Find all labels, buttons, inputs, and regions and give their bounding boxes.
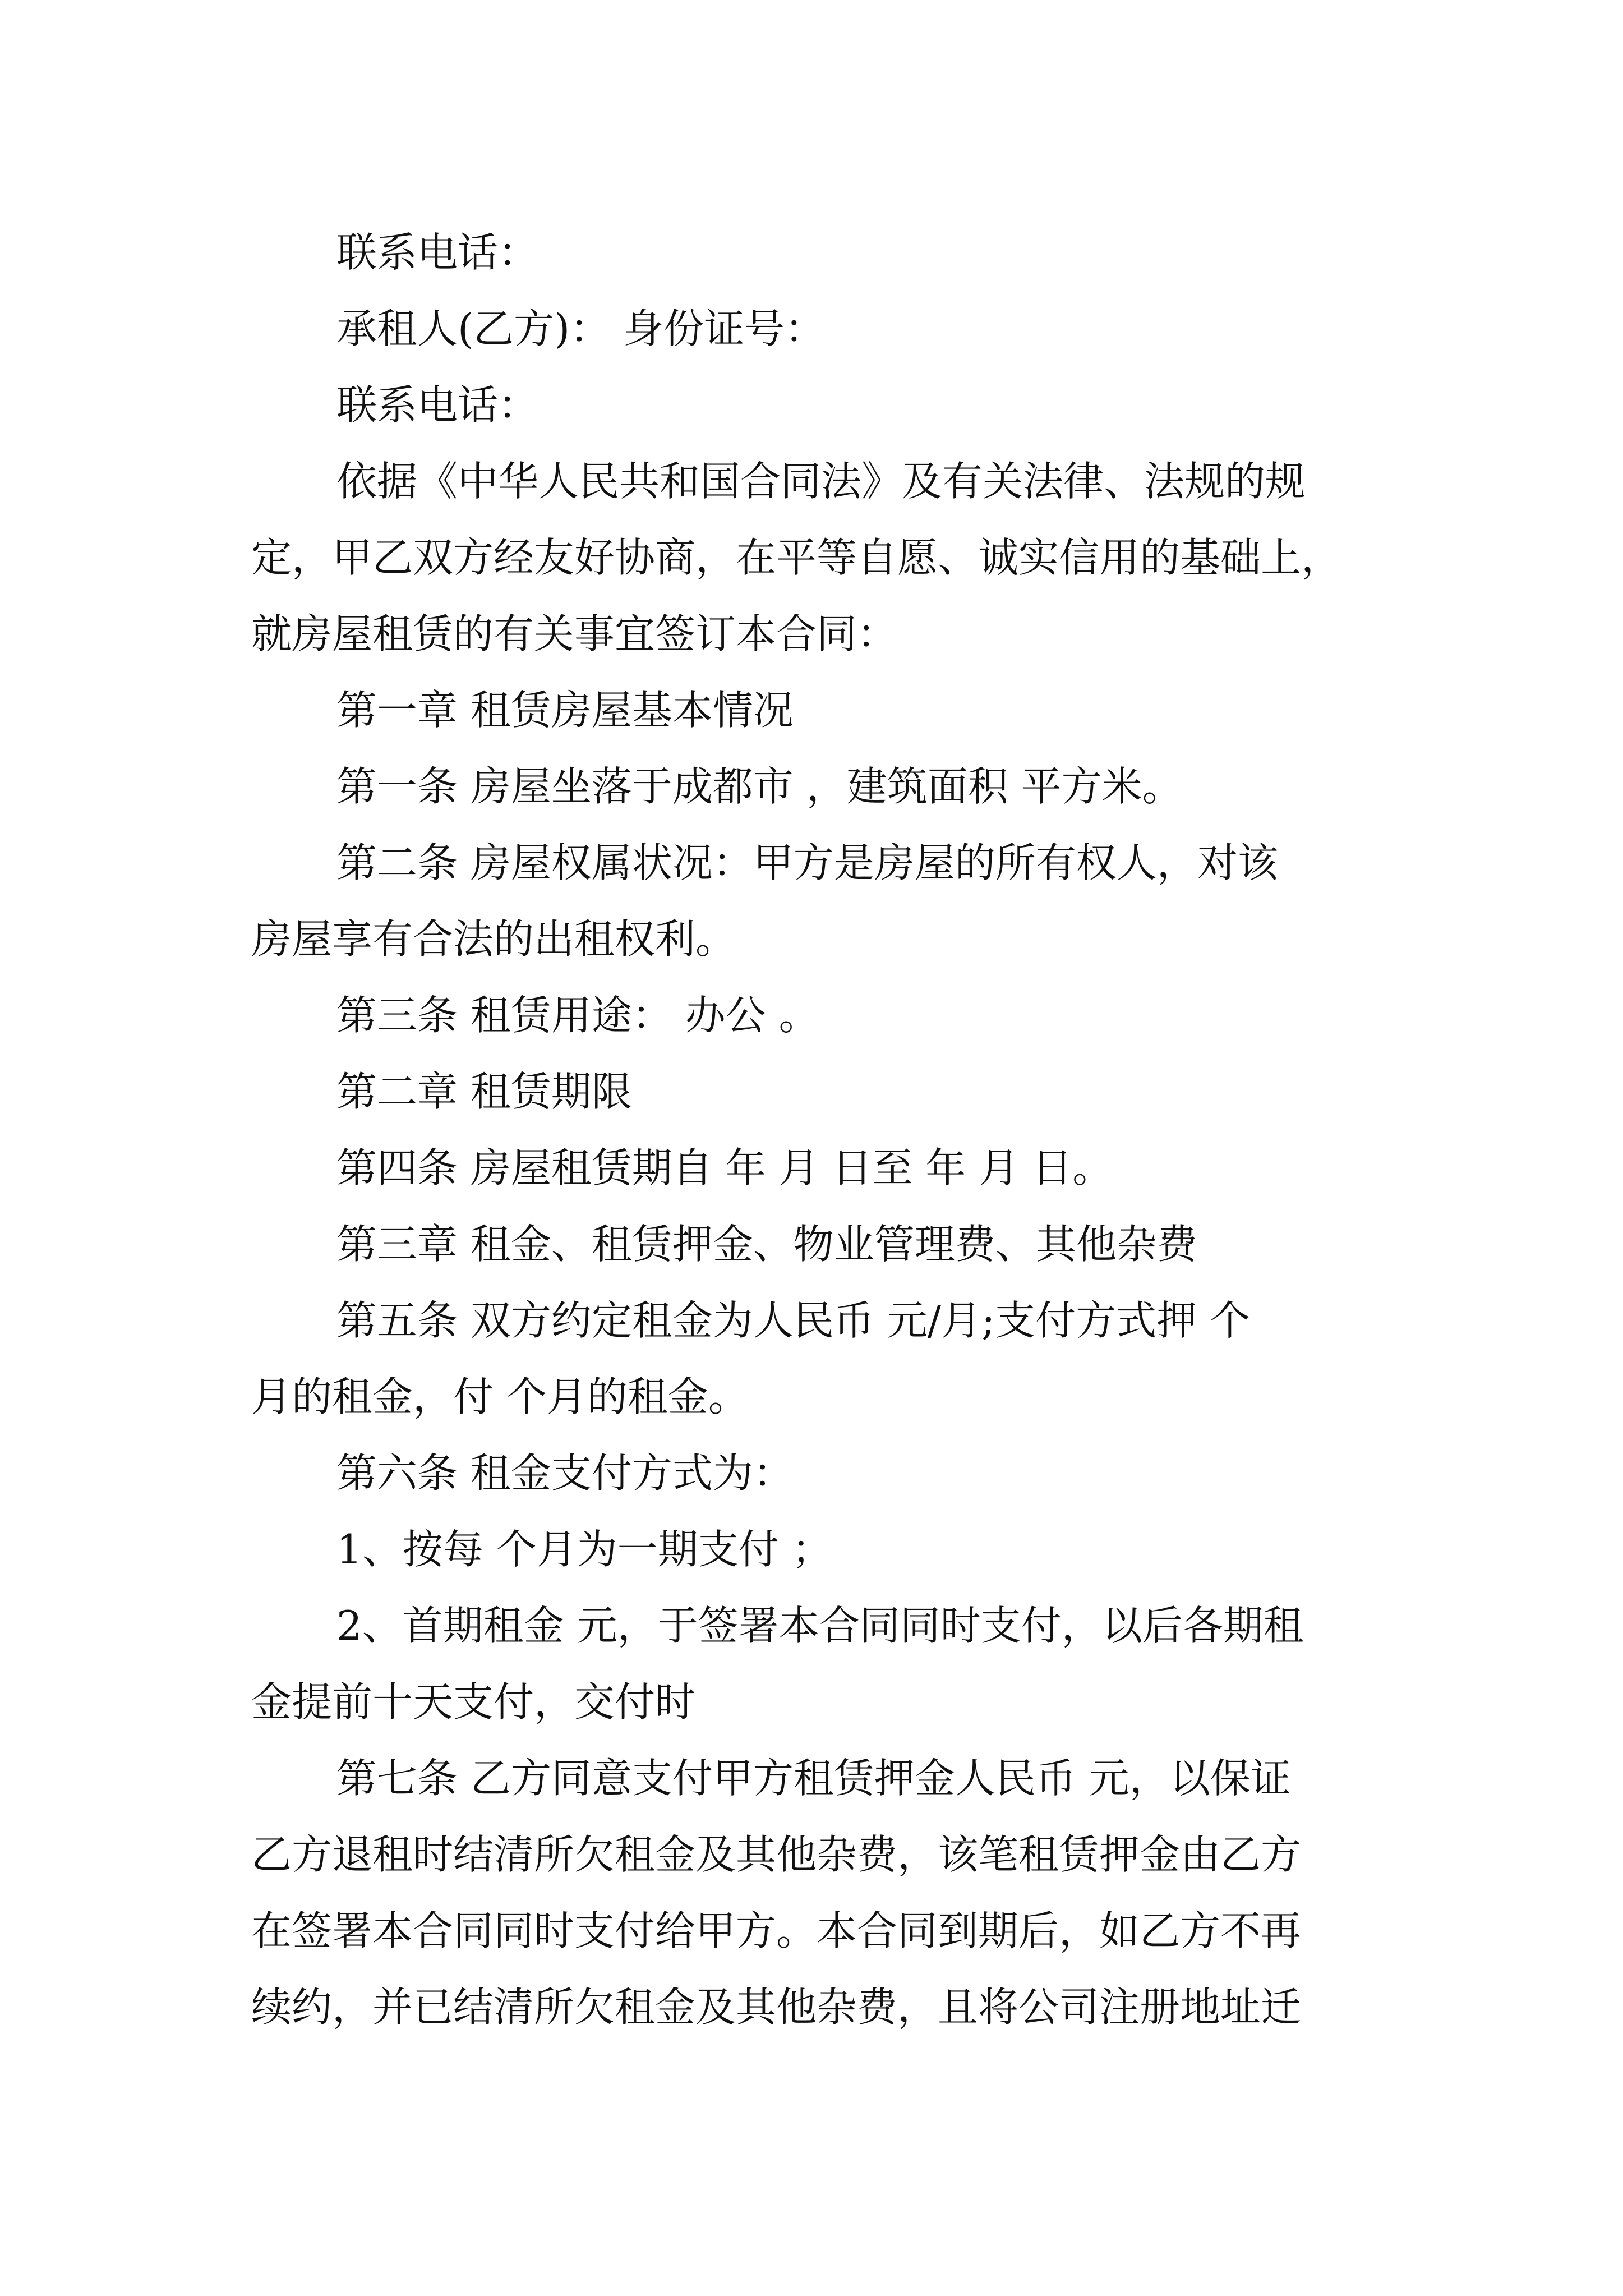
paragraph-preamble [251,443,1373,672]
text-line: 房屋享有合法的出租权利。 [251,915,736,963]
text-line: 承租人(乙方)： 身份证号： [336,305,826,352]
paragraph-lessee-phone [251,367,1373,443]
text-line: 就房屋租赁的有关事宜签订本合同： [251,610,898,657]
article-6-item-2 [251,1588,1373,1740]
text-line: 定，甲乙双方经友好协商，在平等自愿、诚实信用的基础上， [251,534,1342,581]
paragraph-lessee-id [251,291,1373,367]
text-line: 金提前十天支付，交付时 [251,1678,696,1726]
article-6-item-1 [251,1511,1373,1588]
chapter-1-heading [251,672,1373,748]
text-line: 第七条 乙方同意支付甲方租赁押金人民币 元，以保证 [336,1755,1291,1802]
text-line: 1、按每 个月为一期支付 ； [336,1526,832,1573]
text-line: 第六条 租金支付方式为： [336,1450,794,1497]
article-1 [251,748,1373,825]
text-line: 乙方退租时结清所欠租金及其他杂费，该笔租赁押金由乙方 [251,1831,1302,1878]
text-line: 联系电话： [336,229,539,276]
text-line: 在签署本合同同时支付给甲方。本合同到期后，如乙方不再 [251,1907,1302,1954]
text-line: 第五条 双方约定租金为人民币 元/月;支付方式押 个 [336,1297,1251,1344]
article-7 [251,1740,1373,2045]
text-line: 第三条 租赁用途： 办公 。 [336,992,819,1039]
text-line: 续约，并已结清所欠租金及其他杂费，且将公司注册地址迁 [251,1984,1302,2031]
article-5 [251,1282,1373,1435]
text-line: 第四条 房屋租赁期自 年 月 日至 年 月 日。 [336,1144,1113,1191]
chapter-heading: 第三章 租金、租赁押金、物业管理费、其他杂费 [336,1221,1197,1268]
article-6 [251,1435,1373,1511]
chapter-2-heading [251,1053,1373,1130]
text-line: 月的租金，付 个月的租金。 [251,1373,749,1420]
paragraph-lessor-phone [251,214,1373,291]
article-3 [251,977,1373,1053]
document-body [251,214,1373,2045]
article-4 [251,1130,1373,1206]
article-2 [251,825,1373,977]
text-line: 依据《中华人民共和国合同法》及有关法律、法规的规 [336,458,1306,505]
chapter-3-heading [251,1206,1373,1282]
text-line: 联系电话： [336,381,539,429]
text-line: 第二条 房屋权属状况：甲方是房屋的所有权人，对该 [336,839,1278,886]
chapter-heading: 第二章 租赁期限 [336,1068,632,1115]
text-line: 2、首期租金 元，于签署本合同同时支付，以后各期租 [336,1602,1304,1649]
chapter-heading: 第一章 租赁房屋基本情况 [336,687,794,734]
text-line: 第一条 房屋坐落于成都市 ，建筑面积 平方米。 [336,763,1183,810]
